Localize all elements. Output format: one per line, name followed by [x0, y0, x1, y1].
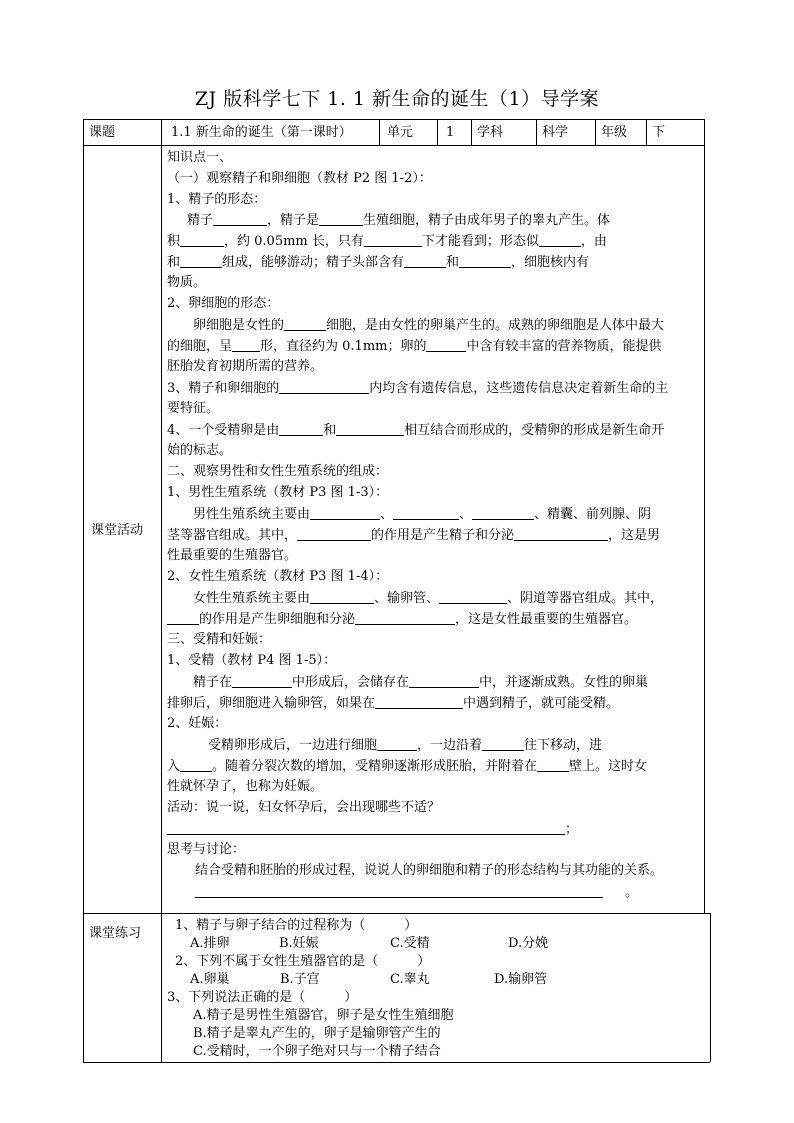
text-segment: ，这是男: [608, 528, 661, 543]
grade-value: 下: [652, 125, 666, 140]
answer-blank: [180, 234, 224, 247]
section-heading: 二、观察男性和女性生殖系统的组成：: [167, 464, 389, 479]
answer-blank: [377, 738, 417, 751]
section-heading: 思考与讨论：: [167, 842, 246, 857]
text-line: 要特征。: [167, 401, 220, 416]
text-segment: 中遇到精子，就可能受精。: [463, 696, 620, 711]
option-2a: A.卵巢: [190, 972, 230, 987]
unit-label: 单元: [387, 125, 414, 140]
text-segment: 茎等器官组成。其中，: [167, 528, 298, 543]
answer-blank: [472, 507, 534, 520]
option-3b: B.精子是睾丸产生的，卵子是输卵管产生的: [193, 1026, 441, 1041]
answer-blank: [167, 612, 199, 625]
section-heading: 2、妊娠：: [167, 716, 228, 731]
option-1a: A.排卵: [190, 936, 230, 951]
option-1d: D.分娩: [508, 936, 549, 951]
section-heading: （一）观察精子和卵细胞（教材 P2 图 1-2）：: [167, 171, 432, 186]
text-segment: 生殖细胞，精子由成年男子的睾丸产生。体: [363, 213, 611, 228]
fill-line: [167, 528, 660, 543]
subject-value: 科学: [542, 125, 569, 140]
fill-line: [167, 822, 578, 837]
fill-line: [193, 675, 648, 690]
answer-blank: [310, 591, 374, 604]
text-segment: 女性生殖系统主要由: [193, 591, 311, 606]
fill-line: [167, 339, 662, 354]
text-segment: 的细胞，呈: [167, 339, 233, 354]
text-segment: 4、一个受精卵是由: [167, 423, 280, 438]
table-row-divider: [83, 913, 710, 914]
text-segment: ，精子是: [267, 213, 320, 228]
text-segment: 和: [446, 255, 460, 270]
section-heading: 1、男性生殖系统（教材 P3 图 1-3）：: [167, 485, 389, 500]
page-title: ZJ 版科学七下 1. 1 新生命的诞生（1）导学案: [194, 88, 600, 110]
header-col-divider: [437, 119, 438, 145]
question-2: 2、下列不属于女性生殖器官的是（ ）: [175, 954, 431, 969]
text-segment: 细胞，是由女性的卵巢产生的。成熟的卵细胞是人体中最大: [326, 318, 665, 333]
header-col-divider: [379, 119, 380, 145]
answer-blank: [426, 339, 466, 352]
text-segment: 3、精子和卵细胞的: [167, 381, 280, 396]
discussion-prompt: 结合受精和胚胎的形成过程，说说人的卵细胞和精子的形态结构与其功能的关系。: [195, 863, 664, 878]
text-segment: 入: [167, 759, 181, 774]
text-segment: 、输卵管、: [374, 591, 440, 606]
text-segment: 、: [459, 507, 473, 522]
text-segment: 内均含有遗传信息，这些遗传信息决定着新生命的主: [369, 381, 669, 396]
header-col-divider: [595, 119, 596, 145]
fill-line: [193, 318, 664, 333]
answer-blank: [514, 528, 608, 541]
text-segment: 壁上。这时女: [569, 759, 648, 774]
section-heading: 2、女性生殖系统（教材 P3 图 1-4）：: [167, 569, 389, 584]
text-segment: 组成，能够游动；精子头部含有: [222, 255, 405, 270]
answer-blank: [375, 696, 463, 709]
answer-blank: [539, 234, 581, 247]
answer-blank: [279, 423, 323, 436]
answer-blank: [232, 339, 260, 352]
fill-line: [167, 612, 637, 627]
answer-blank: [180, 759, 212, 772]
answer-blank: [439, 591, 507, 604]
answer-blank: [537, 759, 569, 772]
answer-blank: [167, 822, 565, 835]
text-segment: 、: [380, 507, 394, 522]
section-heading: 1、受精（教材 P4 图 1-5）：: [167, 653, 337, 668]
text-segment: 形，直径约为 0.1mm；卵的: [260, 339, 427, 354]
answer-blank: [195, 885, 603, 898]
answer-blank: [213, 213, 267, 226]
answer-blank: [482, 738, 524, 751]
option-1b: B.妊娠: [279, 936, 319, 951]
text-segment: 的作用是产生卵细胞和分泌: [199, 612, 356, 627]
text-line: 物质。: [167, 275, 207, 290]
grade-label: 年级: [601, 125, 628, 140]
answer-blank: [297, 528, 371, 541]
table-border-top: [83, 119, 704, 120]
header-col-divider: [471, 119, 472, 145]
table-row-divider: [83, 145, 704, 146]
fill-line: [167, 696, 619, 711]
question-3: 3、下列说法正确的是（ ）: [167, 990, 358, 1005]
text-segment: 、精囊、前列腺、阴: [534, 507, 652, 522]
text-line: 性最重要的生殖器官。: [167, 548, 298, 563]
fill-line: [167, 423, 664, 438]
text-segment: ，由: [580, 234, 607, 249]
text-segment: 中，并逐渐成熟。女性的卵巢: [479, 675, 649, 690]
text-segment: ，一边沿着: [417, 738, 483, 753]
text-line: 始的标志。: [167, 443, 233, 458]
course-label: 课题: [89, 125, 116, 140]
option-3a: A.精子是男性生殖器官，卵子是女性生殖细胞: [193, 1008, 454, 1023]
text-segment: 中形成后，会储存在: [292, 675, 410, 690]
answer-blank: [279, 381, 369, 394]
fill-line: [193, 507, 651, 522]
fill-line: [187, 213, 610, 228]
fill-line: [195, 885, 638, 900]
answer-blank: [459, 255, 511, 268]
section-heading: 2、卵细胞的形态：: [167, 296, 280, 311]
text-segment: 排卵后，卵细胞进入输卵管，如果在: [167, 696, 376, 711]
answer-blank: [336, 423, 404, 436]
text-segment: 、阴道等器官组成。其中，: [507, 591, 664, 606]
text-segment: 精子在: [193, 675, 233, 690]
option-2c: C.睾丸: [390, 972, 430, 987]
text-segment: 精子: [187, 213, 214, 228]
text-segment: 和: [323, 423, 337, 438]
text-segment: ，细胞核内有: [511, 255, 590, 270]
subject-label: 学科: [477, 125, 504, 140]
table-border-left: [83, 119, 84, 1062]
answer-blank: [404, 255, 446, 268]
text-segment: 下才能看到；形态似: [421, 234, 539, 249]
answer-blank: [319, 213, 363, 226]
text-segment: 。随着分裂次数的增加，受精卵逐渐形成胚胎，并附着在: [212, 759, 538, 774]
fill-line: [167, 255, 589, 270]
answer-blank: [355, 612, 455, 625]
table-border-right: [704, 119, 705, 913]
text-segment: ，这是女性最重要的生殖器官。: [455, 612, 638, 627]
text-segment: ；: [565, 822, 579, 837]
option-2d: D.输卵管: [494, 972, 548, 987]
fill-line: [167, 381, 668, 396]
text-segment: 往下移动，进: [524, 738, 603, 753]
unit-value: 1: [446, 125, 455, 140]
table-col-divider: [161, 119, 162, 1062]
text-segment: ，约 0.05mm 长，只有: [224, 234, 364, 249]
section-heading: 1、精子的形态：: [167, 192, 267, 207]
text-line: 性就怀孕了，也称为妊娠。: [167, 779, 324, 794]
text-segment: 和: [167, 255, 181, 270]
text-segment: 男性生殖系统主要由: [193, 507, 311, 522]
text-segment: 积: [167, 234, 181, 249]
text-segment: 。: [625, 885, 639, 900]
answer-blank: [393, 507, 459, 520]
answer-blank: [409, 675, 479, 688]
text-segment: 中含有较丰富的营养物质，能提供: [466, 339, 662, 354]
fill-line: [193, 591, 663, 606]
activity-question: 活动：说一说，妇女怀孕后，会出现哪些不适？: [167, 800, 441, 815]
table-border-right: [710, 913, 711, 1062]
header-col-divider: [536, 119, 537, 145]
section-heading: 三、受精和妊娠：: [167, 632, 272, 647]
fill-line: [167, 234, 607, 249]
answer-blank: [364, 234, 422, 247]
answer-blank: [232, 675, 292, 688]
table-border-bottom: [83, 1062, 710, 1063]
text-segment: 卵细胞是女性的: [193, 318, 285, 333]
answer-blank: [284, 318, 326, 331]
course-value: 1.1 新生命的诞生（第一课时）: [171, 125, 352, 140]
option-1c: C.受精: [390, 936, 430, 951]
answer-blank: [310, 507, 380, 520]
fill-line: [208, 738, 602, 753]
option-2b: B.子宫: [280, 972, 320, 987]
answer-blank: [180, 255, 222, 268]
text-segment: 的作用是产生精子和分泌: [371, 528, 515, 543]
knowledge-point-heading: 知识点一、: [167, 150, 233, 165]
text-segment: 相互结合而形成的，受精卵的形成是新生命开: [404, 423, 665, 438]
question-1: 1、精子与卵子结合的过程称为（ ）: [175, 918, 418, 933]
text-line: 胚胎发育初期所需的营养。: [167, 359, 324, 374]
text-segment: 受精卵形成后，一边进行细胞: [208, 738, 378, 753]
option-3c: C.受精时，一个卵子绝对只与一个精子结合: [193, 1044, 441, 1059]
fill-line: [167, 759, 647, 774]
activity-label: 课堂活动: [91, 523, 144, 538]
exercise-label: 课堂练习: [89, 926, 142, 941]
header-col-divider: [646, 119, 647, 145]
